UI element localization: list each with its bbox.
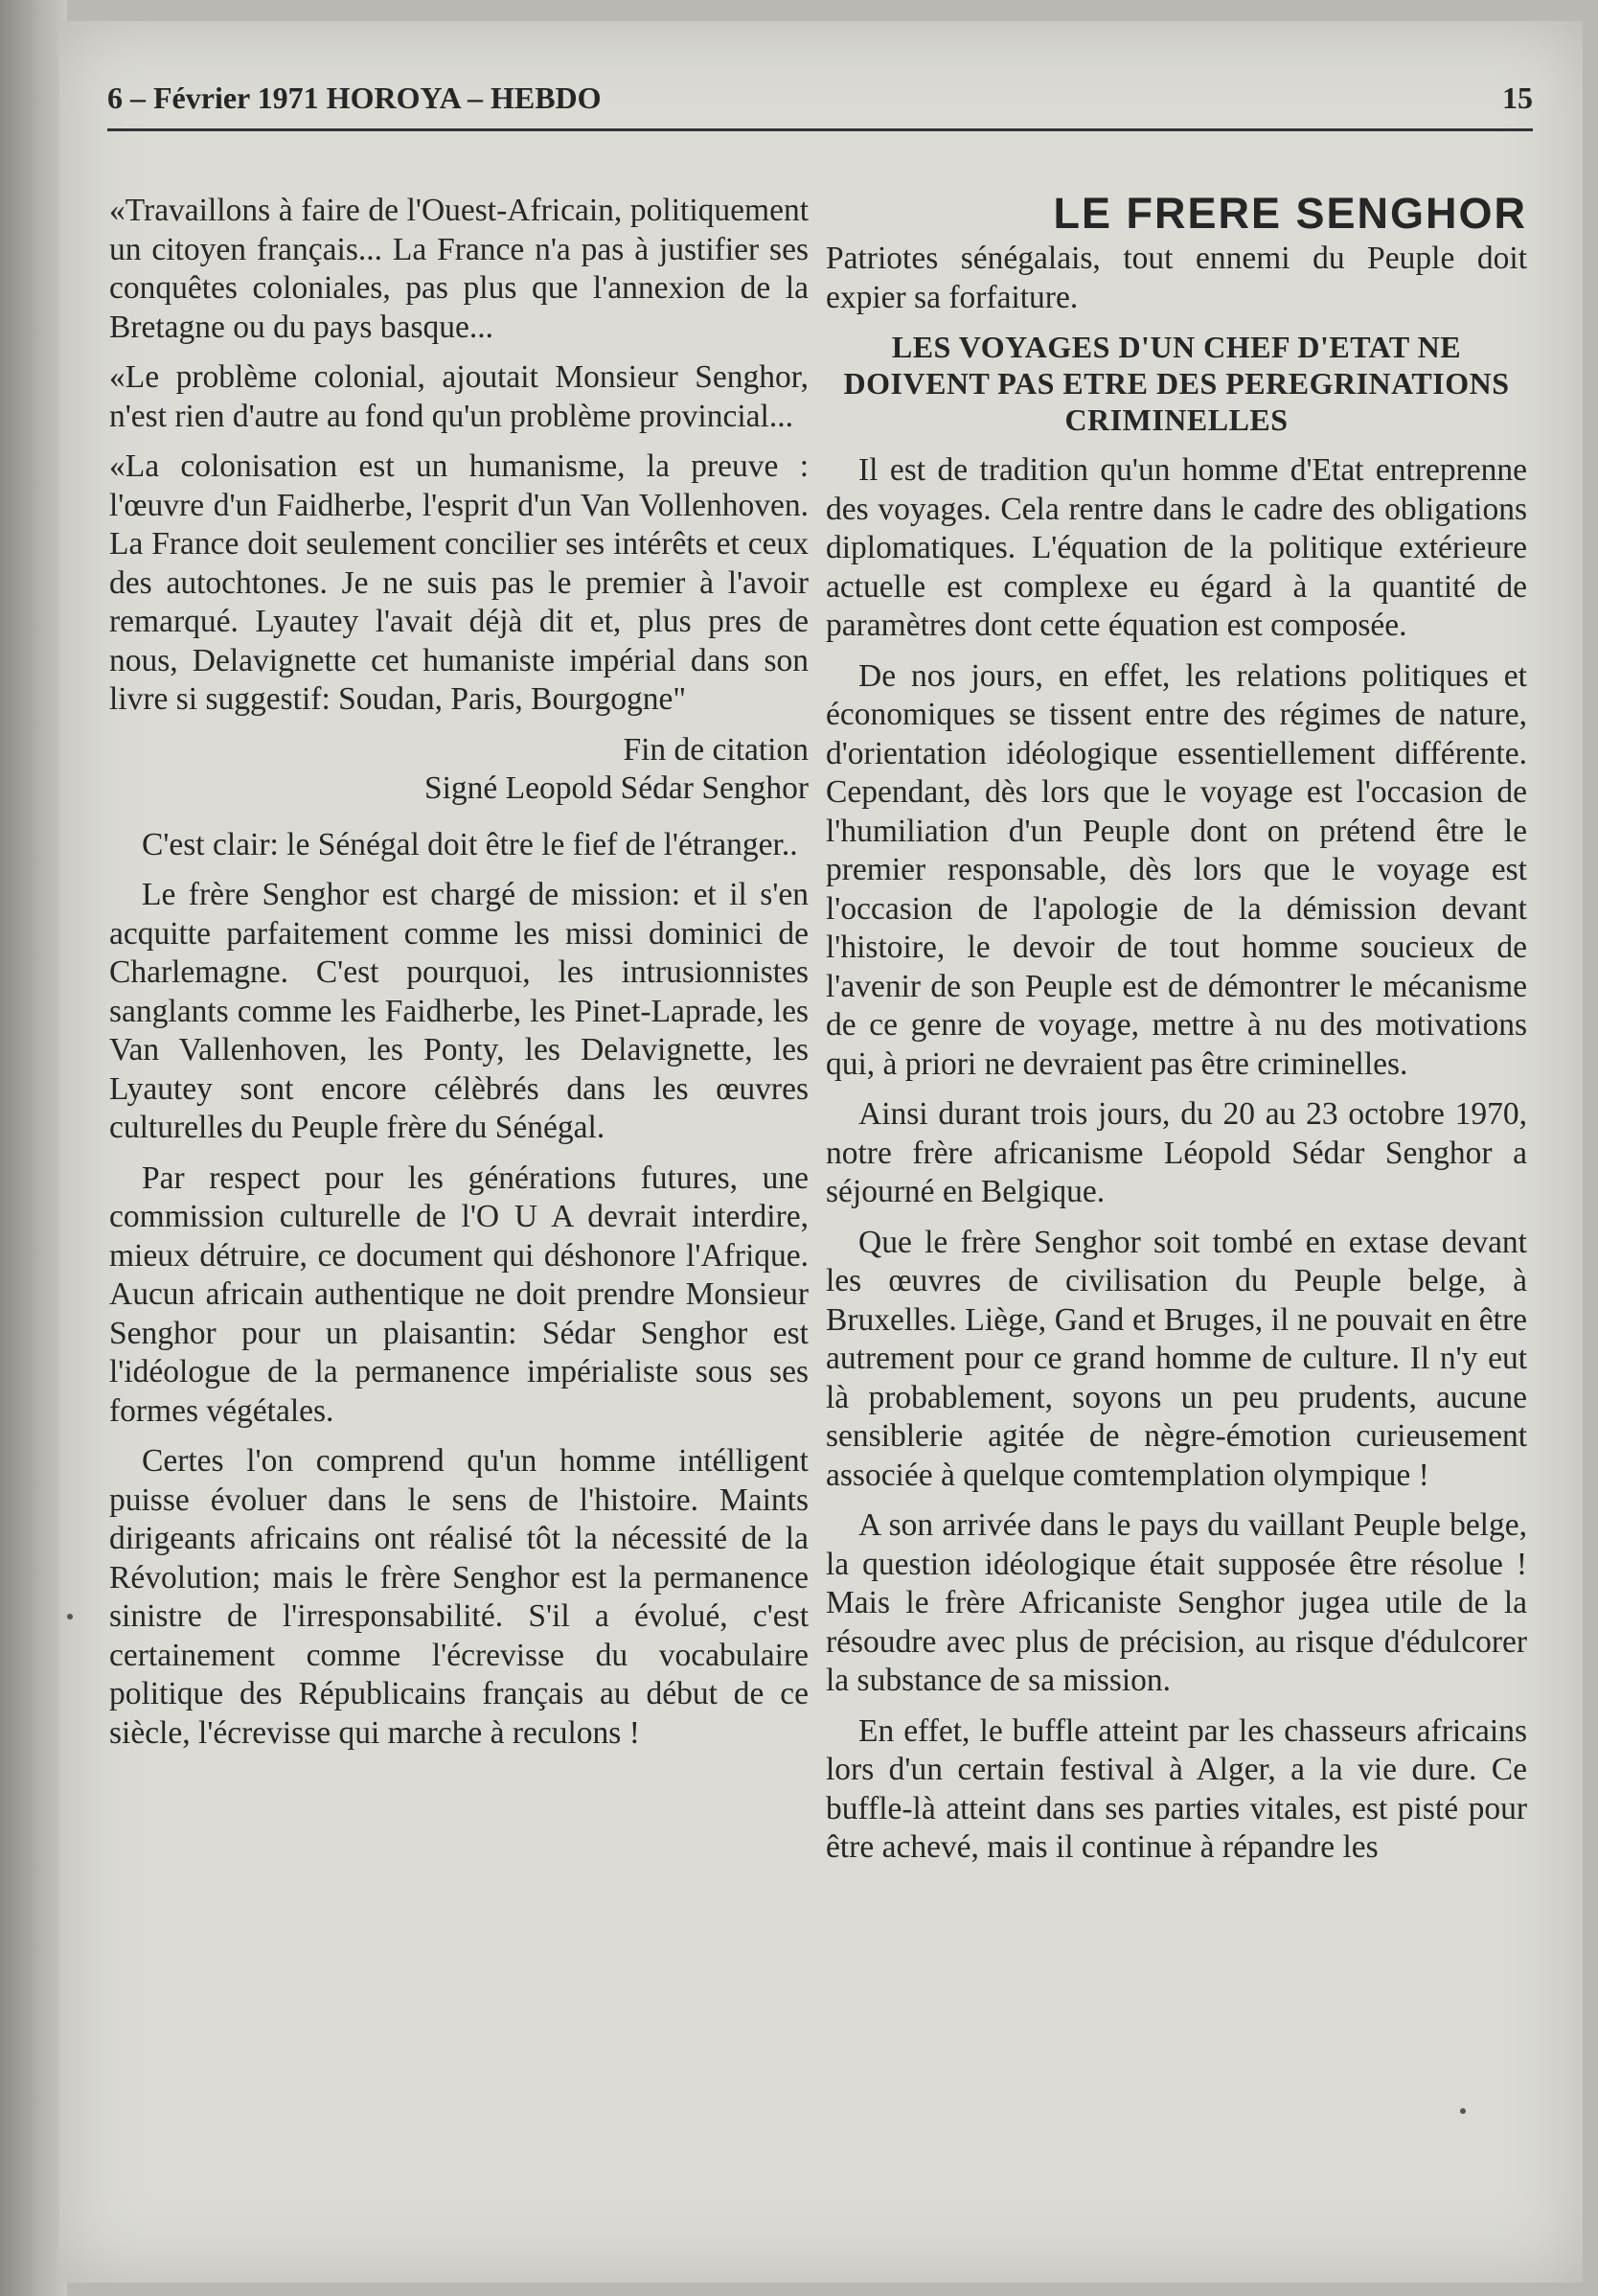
body-paragraph: C'est clair: le Sénégal doit être le fief de l'étranger.. [142,826,798,862]
newspaper-page [59,21,1583,2283]
intro-paragraph: Patriotes sénégalais, tout ennemi du Peuple doit expier sa forfaiture. [826,241,1527,315]
body-paragraph: Il est de tradition qu'un homme d'Etat entreprenne des voyages. Cela rentre dans le cadre des obligations diplomatiques. L'équation de la politique extérieure actuelle est complexe eu égard à la quantité de paramètres dont cette équation est composée. [826,452,1527,643]
article-title: LE FRERE SENGHOR [1053,189,1527,238]
body-paragraph: De nos jours, en effet, les relations politiques et économiques se tissent entre des régimes de nature, d'orientation idéologique essentiellement différente. Cependant, dès lors que le voyage est l'occasion de l'humiliation d'un Peuple dont on prétend être le premier responsable, dès lors que le voyage est l'occasion de l'apologie de la démission devant l'histoire, le devoir de tout homme soucieux de l'avenir de son Peuple est de démontrer le mécanisme de ce genre de voyage, mettre à nu des motivations qui, à priori ne devraient pas être criminelles. [826,657,1527,1082]
page-edge-shadow [0,0,67,2296]
page-header [107,80,1533,119]
quote-paragraph: «Travaillons à faire de l'Ouest-Africain, politiquement un citoyen français... La France n'a pas à justifier ses conquêtes coloniales, pas plus que l'annexion de la Bretagne ou du pays basque... [109,193,809,345]
body-paragraph: Le frère Senghor est chargé de mission: et il s'en acquitte parfaitement comme les missi dominici de Charlemagne. C'est pourquoi, les intrusionnistes sanglants comme les Faidherbe, les Pinet-Laprade, les Van Vallenhoven, les Ponty, les Delavignette, les Lyautey sont encore célèbrés dans les œuvres culturelles du Peuple frère du Sénégal. [109,877,809,1145]
header-rule [107,128,1533,131]
right-column [826,240,1527,1879]
print-speck [1460,2108,1466,2114]
body-paragraph: Certes l'on comprend qu'un homme intélligent puisse évoluer dans le sens de l'histoire. Maints dirigeants africains ont réalisé tôt la nécessité de la Révolution; mais le frère Senghor est la permanence sinistre de l'irresponsabilité. S'il a évolué, c'est certainement comme l'écrevisse du vocabulaire politique des Républicains français au début de ce siècle, l'écrevisse qui marche à reculons ! [109,1443,809,1751]
quote-paragraph: «Le problème colonial, ajoutait Monsieur Senghor, n'est rien d'autre au fond qu'un problème provincial... [109,359,809,434]
body-paragraph: Par respect pour les générations futures, une commission culturelle de l'O U A devrait interdire, mieux détruire, ce document qui déshonore l'Afrique. Aucun africain authentique ne doit prendre Monsieur Senghor pour un plaisantin: Sédar Senghor est l'idéologue de la permanence impérialiste sous ses formes végétales. [109,1159,809,1429]
section-subheading: LES VOYAGES D'UN CHEF D'ETAT NE DOIVENT PAS ETRE DES PEREGRINATIONS CRIMINELLES [843,330,1510,437]
body-paragraph: Que le frère Senghor soit tombé en extase devant les œuvres de civilisation du Peuple belge, à Bruxelles. Liège, Gand et Bruges, il ne pouvait en être autrement pour ce grand homme de culture. Il n'y eut là probablement, soyons un peu prudents, aucune sensiblerie agitée de nègre-émotion curieusement associée à quelque comtemplation olympique ! [826,1224,1527,1493]
body-paragraph: A son arrivée dans le pays du vaillant Peuple belge, la question idéologique était supposée être résolue ! Mais le frère Africaniste Senghor jugea utile de la résoudre avec plus de précision, au risque d'édulcorer la substance de sa mission. [826,1507,1527,1698]
body-paragraph: En effet, le buffle atteint par les chasseurs africains lors d'un certain festival à Alger, a la vie dure. Ce buffle-là atteint dans ses parties vitales, est pisté pour être achevé, mais il continue à répandre les [826,1712,1527,1865]
signature: Signé Leopold Sédar Senghor [423,770,809,806]
quote-paragraph: «La colonisation est un humanisme, la preuve : l'œuvre d'un Faidherbe, l'esprit d'un Van Vollenhoven. La France doit seulement concilier ses intérêts et ceux des autochtones. Je ne suis pas le premier à l'avoir remarqué. Lyautey l'avait déjà dit et, plus pres de nous, Delavignette cet humaniste impérial dans son livre si suggestif: Soudan, Paris, Bourgogne" [109,448,809,717]
end-of-quote: Fin de citation [623,731,809,768]
print-speck [67,1614,73,1619]
body-paragraph: Ainsi durant trois jours, du 20 au 23 octobre 1970, notre frère africanisme Léopold Sédar Senghor a séjourné en Belgique. [826,1096,1527,1209]
left-column [109,192,809,1764]
header-date-publication: 6 – Février 1971 HOROYA – HEBDO [107,80,602,115]
page-number: 15 [1502,80,1533,115]
